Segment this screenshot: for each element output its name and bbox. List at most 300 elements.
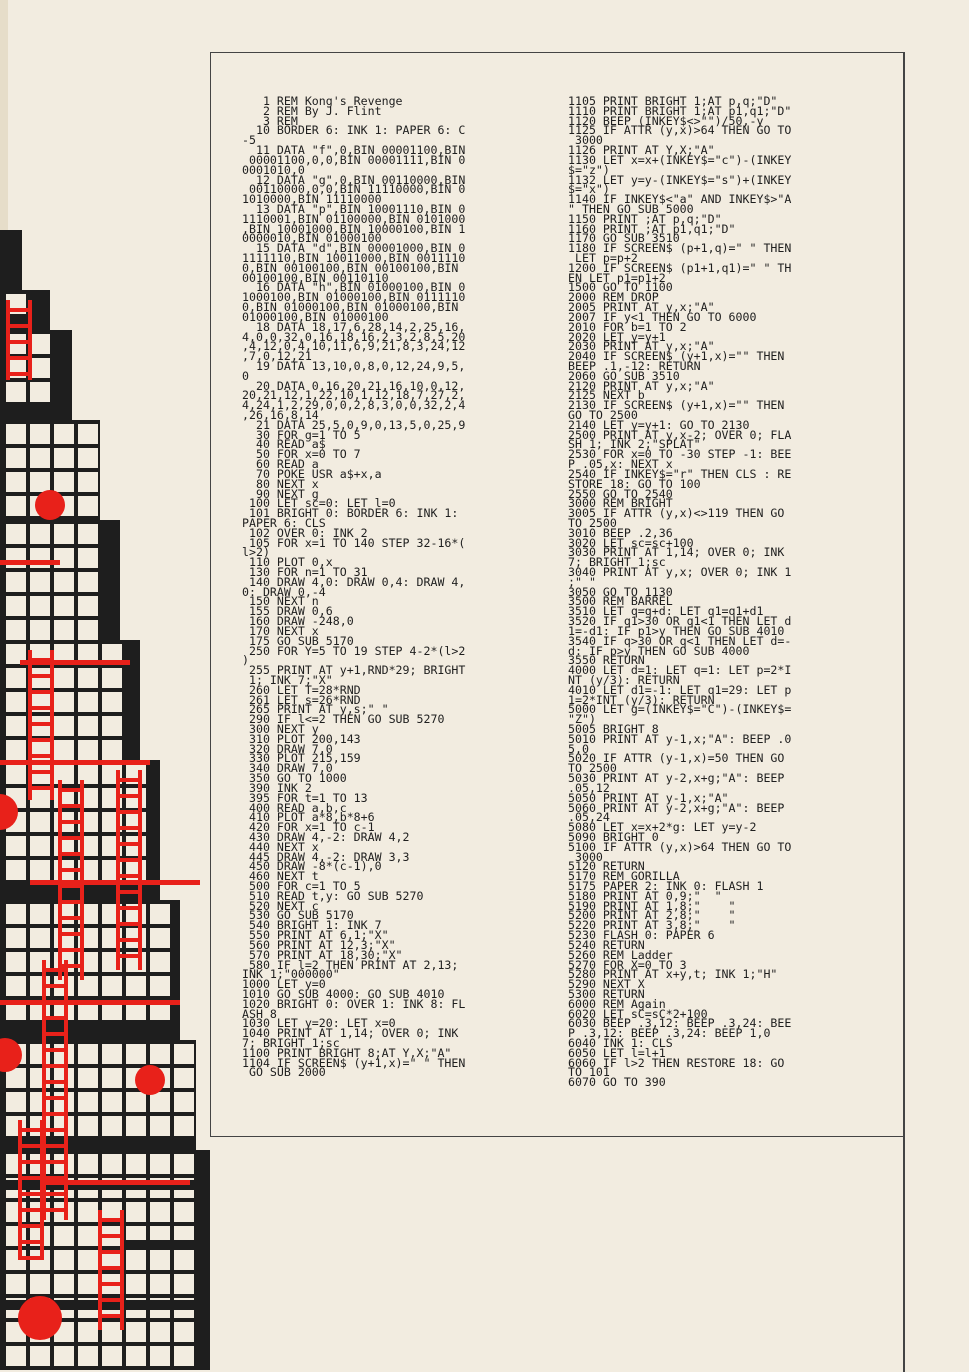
grid-cell (54, 572, 74, 592)
code-line: 150 NEXT n (242, 594, 319, 609)
grid-cell (6, 424, 26, 444)
grid-cell (54, 692, 74, 712)
grid-cell (6, 904, 26, 924)
grid-cell (126, 1092, 146, 1112)
grid-cell (30, 1044, 50, 1064)
grid-cell (6, 382, 26, 402)
grid-cell (126, 1346, 146, 1366)
grid-cell (78, 1274, 98, 1294)
code-line: 5005 BRIGHT 8 (568, 722, 659, 736)
code-line: " THEN GO SUB 5000 (568, 201, 694, 216)
code-line: 0 (242, 368, 249, 383)
grid-cell (102, 716, 122, 736)
grid-cell (6, 976, 26, 996)
grid-cell (54, 620, 74, 640)
grid-cell (54, 596, 74, 616)
code-line: GO TO 2500 (568, 408, 638, 422)
code-line: 5050 PRINT AT y-1,x;"A" (568, 790, 729, 805)
code-line: P .3,12: BEEP .3,24: BEEP 1,0 (568, 1026, 771, 1041)
code-line: 00001100,0,0,BIN 00001111,BIN 0 (242, 152, 466, 167)
code-line: ,BIN 10001000,BIN 10000100,BIN 1 (242, 221, 466, 236)
grid-cell (6, 1346, 26, 1366)
code-line: 395 FOR t=1 TO 13 (242, 790, 368, 805)
grid-cell (54, 424, 74, 444)
grid-cell (174, 1274, 194, 1294)
code-line: 3510 LET q=q+d: LET q1=q1+d1 (568, 604, 764, 619)
code-line: 2 REM By J. Flint (242, 103, 382, 118)
code-line: EN LET p1=p1+2 (568, 270, 666, 285)
code-line: 1160 PRINT ;AT p1,q1;"D" (568, 221, 736, 236)
code-line: 1010000,BIN 11110000 (242, 192, 382, 207)
code-line: 420 FOR x=1 TO c-1 (242, 820, 375, 835)
grid-cell (30, 1346, 50, 1366)
code-line: ,4,12,0,4,10,11,6,9,21,8,3,24,12 (242, 339, 466, 354)
code-line: 160 DRAW -248,0 (242, 614, 354, 629)
grid-cell (30, 424, 50, 444)
grid-cell (78, 1346, 98, 1366)
code-line: 255 PRINT AT y+1,RND*29; BRIGHT (242, 663, 466, 678)
code-line: 3550 RETURN (568, 653, 645, 668)
barrel-graphic (35, 490, 65, 520)
code-line: 6020 LET sC=sC*2+100 (568, 1006, 708, 1021)
code-line: 2530 FOR x=0 TO -30 STEP -1: BEE (568, 447, 792, 462)
code-line: $="z") (568, 162, 610, 177)
grid-cell (126, 1154, 146, 1174)
code-line: d: IF p>y THEN GO SUB 4000 (568, 643, 750, 658)
code-line: PAPER 6: CLS (242, 515, 326, 530)
code-line: 5080 LET x=x+2*g: LET y=y-2 (568, 820, 757, 835)
code-line: 4010 LET d1=-1: LET q1=29: LET p (568, 682, 792, 697)
code-line: 5180 PRINT AT 0,9;" " (568, 888, 722, 903)
code-line: 70 POKE USR a$+x,a (242, 466, 382, 481)
grid-cell (150, 904, 170, 924)
code-line: 175 GO SUB 5170 (242, 633, 354, 648)
grid-cell (78, 524, 98, 544)
grid-cell (6, 1092, 26, 1112)
code-line: 155 DRAW 0,6 (242, 604, 333, 619)
code-line: 290 IF l<=2 THEN GO SUB 5270 (242, 712, 445, 727)
code-line: 2130 IF SCREEN$ (y+1,x)="" THEN (568, 398, 785, 413)
code-line: 60 READ a (242, 457, 319, 472)
grid-cell (54, 716, 74, 736)
grid-cell (30, 812, 50, 832)
grid-cell (6, 836, 26, 856)
code-line: 3540 IF q>30 OR q<1 THEN LET d=- (568, 633, 792, 648)
code-line: 310 PLOT 200,143 (242, 731, 361, 746)
grid-cell (78, 1044, 98, 1064)
code-line: 6030 BEEP .3,12: BEEP .3,24: BEE (568, 1016, 792, 1031)
grid-cell (174, 1044, 194, 1064)
code-line: 520 NEXT c (242, 898, 319, 913)
code-line: 1110001,BIN 01100000,BIN 0101000 (242, 211, 466, 226)
grid-cell (78, 424, 98, 444)
grid-cell (150, 1202, 170, 1222)
grid-cell (54, 928, 74, 948)
code-line: .05,12 (568, 780, 610, 795)
code-line: 1020 BRIGHT 0: OVER 1: INK 8: FL (242, 996, 466, 1011)
grid-cell (126, 1116, 146, 1136)
grid-cell (6, 620, 26, 640)
code-line: 1125 IF ATTR (y,x)>64 THEN GO TO (568, 123, 792, 138)
grid-cell (78, 548, 98, 568)
code-line: 410 PLOT a*8,b*8+6 (242, 810, 375, 825)
code-line: 130 FOR n=1 TO 31 (242, 565, 368, 579)
code-line: 10 BORDER 6: INK 1: PAPER 6: C (242, 123, 466, 138)
code-line: 2007 IF y<1 THEN GO TO 6000 (568, 309, 757, 324)
grid-cell (102, 1044, 122, 1064)
grid-cell (78, 472, 98, 492)
code-line: 3010 BEEP .2,36 (568, 525, 673, 540)
code-line: 3500 REM BARREL (568, 594, 673, 609)
grid-cell (30, 572, 50, 592)
grid-cell (6, 1116, 26, 1136)
code-line: 5220 PRINT AT 3,8;" " (568, 918, 736, 933)
code-line: 1=2*INT (y/3): RETURN (568, 692, 715, 707)
code-line: 0,BIN 00100100,BIN 00100100,BIN (242, 260, 459, 275)
grid-cell (30, 382, 50, 402)
code-line: 5260 REM Ladder (568, 947, 673, 962)
grid-cell (174, 1068, 194, 1088)
code-line: ,7,0,12,21 (242, 349, 312, 364)
code-line: 1170 GO SUB 3510 (568, 231, 680, 246)
code-line: ;" " (568, 574, 596, 589)
grid-cell (150, 1154, 170, 1174)
code-line: 2000 REM DROP (568, 290, 659, 305)
code-line: 5230 FLASH 0: PAPER 6 (568, 928, 715, 943)
code-line: 2040 IF SCREEN$ (y+1,x)="" THEN (568, 349, 785, 364)
grid-cell (102, 692, 122, 712)
code-line: 0000010,BIN 01000100 (242, 231, 382, 246)
code-line: 5290 NEXT X (568, 977, 645, 992)
code-line: 530 GO SUB 5170 (242, 908, 354, 923)
code-line: 450 DRAW -8*(c-1),0 (242, 859, 382, 874)
code-line: 1105 PRINT BRIGHT 1;AT p,q;"D" (568, 94, 778, 108)
grid-cell (30, 358, 50, 378)
code-line: 300 NEXT y (242, 722, 319, 736)
grid-cell (6, 448, 26, 468)
code-line: 7; BRIGHT 1;sc (568, 555, 666, 570)
grid-cell (78, 1154, 98, 1174)
grid-cell (150, 1092, 170, 1112)
code-line: 6000 REM Again (568, 996, 666, 1011)
code-line: 5090 BRIGHT 0 (568, 829, 659, 844)
code-line: 261 LET s=26*RND (242, 692, 361, 707)
grid-cell (78, 716, 98, 736)
grid-cell (126, 1274, 146, 1294)
code-line: 260 LET T=28*RND (242, 682, 361, 697)
code-line: ,26,16,8,14 (242, 408, 319, 422)
code-line: INK 1;"000000" (242, 967, 340, 982)
code-line: 2540 IF INKEY$="r" THEN CLS : RE (568, 466, 792, 481)
grid-cell (174, 1116, 194, 1136)
code-line: 4000 LET d=1: LET q=1: LET p=2*I (568, 663, 792, 678)
code-line: 1; INK 7;"X" (242, 672, 333, 687)
code-line: 250 FOR Y=5 TO 19 STEP 4-2*(l>2 (242, 643, 466, 658)
grid-cell (6, 1274, 26, 1294)
grid-cell (30, 524, 50, 544)
grid-cell (78, 1092, 98, 1112)
grid-cell (78, 740, 98, 760)
grid-cell (78, 496, 98, 516)
code-line: 5200 PRINT AT 2,8;" " (568, 908, 736, 923)
code-line: 330 PLOT 215,159 (242, 751, 361, 766)
code-line: SH 1; INK 2;"SPLAT" (568, 437, 701, 452)
code-line: 30 FOR g=1 TO 5 (242, 427, 361, 442)
code-line: 21 DATA 25,5,0,9,0,13,5,0,25,9 (242, 417, 466, 432)
code-line: 20,21,12,1,22,10,1,12,18,7,27,2, (242, 388, 466, 403)
code-line: 500 FOR c=1 TO 5 (242, 879, 361, 893)
grid-cell (150, 952, 170, 972)
code-line: BEEP .1,-12: RETURN (568, 358, 701, 373)
grid-cell (30, 596, 50, 616)
code-line: 170 NEXT x (242, 623, 319, 638)
code-line: 1040 PRINT AT 1,14; OVER 0; INK (242, 1026, 459, 1041)
grid-cell (150, 1346, 170, 1366)
grid-cell (150, 1044, 170, 1064)
code-line: NT (y/3): RETURN (568, 672, 680, 687)
code-line: 110 PLOT 0,x (242, 555, 333, 570)
code-line: $="x") (568, 182, 610, 197)
code-line: 5300 RETURN (568, 986, 645, 1001)
grid-cell (78, 1202, 98, 1222)
code-line: 1110 PRINT BRIGHT 1;AT p1,q1;"D" (568, 103, 792, 118)
listing-right-column (568, 94, 880, 1090)
code-line: 4,24,1,2,29,0,0,2,8,3,0,0,32,2,4 (242, 398, 466, 413)
grid-cell (6, 572, 26, 592)
code-line: 1100 PRINT BRIGHT 8;AT Y,X;"A" (242, 1045, 452, 1060)
code-line: l>2) (242, 545, 270, 560)
code-line: 3520 IF q1>30 OR q1<1 THEN LET d (568, 614, 792, 629)
code-line: 5100 IF ATTR (y,x)>64 THEN GO TO (568, 839, 792, 854)
code-line: 580 IF l=2 THEN PRINT AT 2,13; (242, 957, 459, 972)
code-line: 105 FOR x=1 TO 140 STEP 32-16*( (242, 535, 466, 550)
grid-cell (102, 668, 122, 688)
code-line: 5030 PRINT AT y-2,x+g;"A": BEEP (568, 771, 785, 786)
grid-cell (78, 1250, 98, 1270)
code-line: 5120 RETURN (568, 859, 645, 874)
code-line: 11 DATA "f",0,BIN 00001100,BIN (242, 143, 466, 158)
code-line: 430 DRAW 4,-2: DRAW 4,2 (242, 829, 410, 844)
grid-cell (78, 692, 98, 712)
grid-cell (30, 1092, 50, 1112)
code-line: 00110000,0,0,BIN 11110000,BIN 0 (242, 182, 466, 197)
grid-cell (126, 1250, 146, 1270)
code-line: 40 READ a$ (242, 437, 326, 452)
grid-cell (102, 976, 122, 996)
code-line: 1132 LET y=y-(INKEY$="s")+(INKEY (568, 172, 792, 187)
grid-cell (126, 1202, 146, 1222)
grid-cell (54, 668, 74, 688)
grid-cell (6, 952, 26, 972)
code-line: 5270 FOR X=0 TO 3 (568, 957, 687, 972)
code-line: 1500 GO TO 1100 (568, 280, 673, 295)
grid-cell (54, 448, 74, 468)
code-line: 19 DATA 13,10,0,8,0,12,24,9,5, (242, 358, 466, 373)
code-line: 5170 REM GORILLA (568, 869, 680, 884)
code-line: 01000100,BIN 01000100 (242, 309, 389, 324)
grid-cell (30, 472, 50, 492)
grid-cell (30, 620, 50, 640)
code-line: 1126 PRINT AT Y,X;"A" (568, 143, 715, 158)
code-line: 2140 LET y=y+1: GO TO 2130 (568, 417, 750, 432)
code-line: 510 READ t,y: GO SUB 5270 (242, 888, 424, 903)
grid-cell (54, 472, 74, 492)
code-line: 20 DATA 0,16,20,21,16,10,0,12, (242, 378, 466, 393)
code-line: 2120 PRINT AT y,x;"A" (568, 378, 715, 393)
grid-cell (78, 1322, 98, 1342)
code-line: 6050 LET l=l+1 (568, 1045, 666, 1060)
code-line: 5060 PRINT AT y-2,x+g;"A": BEEP (568, 800, 785, 815)
code-line: 0,BIN 01000100,BIN 01000100,BIN (242, 300, 459, 315)
grid-cell (150, 976, 170, 996)
grid-cell (102, 1322, 122, 1342)
grid-cell (6, 716, 26, 736)
code-line: 7; BRIGHT 1;sc (242, 1036, 340, 1050)
grid-cell (174, 1322, 194, 1342)
grid-cell (30, 1274, 50, 1294)
grid-cell (126, 1322, 146, 1342)
code-line: 5,0 (568, 741, 589, 756)
grid-cell (30, 334, 50, 354)
code-line: 1111110,BIN 10011000,BIN 0011110 (242, 251, 466, 265)
code-line: 80 NEXT x (242, 476, 319, 491)
code-line: 5010 PRINT AT y-1,x;"A": BEEP .0 (568, 731, 792, 746)
grid-cell (30, 448, 50, 468)
grid-cell (6, 472, 26, 492)
code-line: 1140 IF INKEY$<"a" AND INKEY$>"A (568, 192, 792, 207)
code-line: 101 BRIGHT 0: BORDER 6: INK 1: (242, 506, 459, 521)
grid-cell (54, 904, 74, 924)
code-line: 3020 LET sc=sc+100 (568, 535, 694, 550)
grid-cell (6, 524, 26, 544)
code-line: 265 PRINT AT y,s;" " (242, 702, 389, 717)
code-line: 2020 LET y=y+1 (568, 329, 666, 344)
grid-cell (54, 1250, 74, 1270)
code-line: TO 2500 (568, 515, 617, 530)
code-line: 1=-d1: IF p1>y THEN GO SUB 4010 (568, 623, 785, 638)
grid-cell (78, 1116, 98, 1136)
code-line: 4,0,0,32,0,16,18,16,2,3,2,8,5,20 (242, 329, 466, 344)
grid-cell (30, 928, 50, 948)
code-line: 2030 PRINT AT y,x;"A" (568, 339, 715, 354)
code-line: 15 DATA "d",BIN 00001000,BIN 0 (242, 241, 466, 256)
grid-cell (102, 1346, 122, 1366)
code-line: 1104 IF SCREEN$ (y+1,x)=" " THEN (242, 1055, 466, 1070)
grid-cell (30, 904, 50, 924)
code-line: 6060 IF l>2 THEN RESTORE 18: GO (568, 1055, 785, 1070)
barrel-graphic (135, 1065, 165, 1095)
grid-cell (78, 572, 98, 592)
code-line: 0: DRAW 0,-4 (242, 584, 326, 599)
code-line: 1180 IF SCREEN$ (p+1,q)=" " THEN (568, 241, 792, 256)
barrel-graphic (18, 1296, 62, 1340)
listing-left-column (242, 94, 554, 1080)
grid-cell (126, 1044, 146, 1064)
grid-cell (6, 740, 26, 760)
code-line: ASH 8 (242, 1006, 277, 1021)
grid-cell (174, 1250, 194, 1270)
code-line: TO 101 (568, 1065, 610, 1080)
code-line: 5175 PAPER 2: INK 0: FLASH 1 (568, 879, 764, 893)
grid-cell (150, 1322, 170, 1342)
code-line: 140 DRAW 4,0: DRAW 0,4: DRAW 4, (242, 574, 466, 589)
code-line: 320 DRAW 7,0 (242, 741, 333, 756)
code-line: 5190 PRINT AT 1,8;" " (568, 898, 736, 913)
code-line: 3050 GO TO 1130 (568, 584, 673, 599)
grid-cell (54, 740, 74, 760)
grid-cell (30, 1068, 50, 1088)
code-line: 1 REM Kong's Revenge (242, 94, 403, 108)
code-line: 6070 GO TO 390 (568, 1075, 666, 1090)
frame-right-rule (903, 52, 905, 1372)
code-line: 100 LET sc=0: LET l=0 (242, 496, 396, 511)
grid-cell (126, 976, 146, 996)
code-line: ) (242, 653, 249, 668)
code-line: 2005 PRINT AT y,x;"A" (568, 300, 715, 315)
code-line: 390 INK 2 (242, 780, 312, 795)
code-line: 5000 LET g=(INKEY$="C")-(INKEY$= (568, 702, 792, 717)
code-line: 1150 PRINT ;AT p,q;"D" (568, 211, 722, 226)
code-line: 102 OVER 0: INK 2 (242, 525, 368, 540)
grid-cell (6, 496, 26, 516)
grid-cell (102, 1092, 122, 1112)
grid-cell (174, 1202, 194, 1222)
code-line: 2010 FOR b=1 TO 2 (568, 319, 687, 334)
grid-cell (6, 692, 26, 712)
code-line: 16 DATA "h",BIN 01000100,BIN 0 (242, 280, 466, 295)
code-line: 5020 IF ATTR (y-1,x)=50 THEN GO (568, 751, 785, 766)
grid-cell (150, 928, 170, 948)
code-line: 550 PRINT AT 6,1;"X" (242, 928, 389, 943)
code-line: GO SUB 2000 (242, 1065, 326, 1080)
grid-cell (102, 740, 122, 760)
grid-cell (78, 1068, 98, 1088)
code-line: 2125 NEXT b (568, 388, 645, 403)
code-line: -5 (242, 133, 256, 148)
grid-cell (174, 1346, 194, 1366)
code-line: 1000 LET y=0 (242, 977, 326, 992)
grid-cell (78, 596, 98, 616)
grid-cell (6, 596, 26, 616)
grid-cell (102, 1154, 122, 1174)
code-line: 3000 (568, 849, 603, 864)
code-line: 350 GO TO 1000 (242, 771, 347, 786)
grid-cell (78, 668, 98, 688)
code-line: 3000 (568, 133, 603, 148)
code-line: 460 NEXT t (242, 869, 319, 884)
grid-cell (30, 836, 50, 856)
grid-cell (150, 1250, 170, 1270)
code-line: 5280 PRINT AT x+y,t; INK 1;"H" (568, 967, 778, 982)
code-line: STORE 18: GO TO 100 (568, 476, 701, 491)
code-line: 1030 LET y=20: LET x=0 (242, 1016, 396, 1031)
code-line: P .05,x: NEXT x (568, 457, 673, 472)
code-line: 6040 INK 1: CLS (568, 1036, 673, 1050)
grid-cell (30, 860, 50, 880)
code-line: 18 DATA 18,17,6,28,14,2,25,16, (242, 319, 466, 334)
grid-cell (30, 788, 50, 808)
code-line: "Z") (568, 712, 596, 727)
code-line: 570 PRINT AT 18,30;"X" (242, 947, 403, 962)
code-line: 00100100,BIN 00110110 (242, 270, 389, 285)
grid-cell (102, 1116, 122, 1136)
code-line: 3040 PRINT AT y,x; OVER 0; INK 1 (568, 565, 792, 579)
grid-cell (78, 448, 98, 468)
code-line: 400 READ a,b,c (242, 800, 347, 815)
code-line: 560 PRINT AT 12,3;"X" (242, 937, 396, 952)
code-line: LET p=p+2 (568, 251, 638, 265)
grid-cell (150, 1274, 170, 1294)
